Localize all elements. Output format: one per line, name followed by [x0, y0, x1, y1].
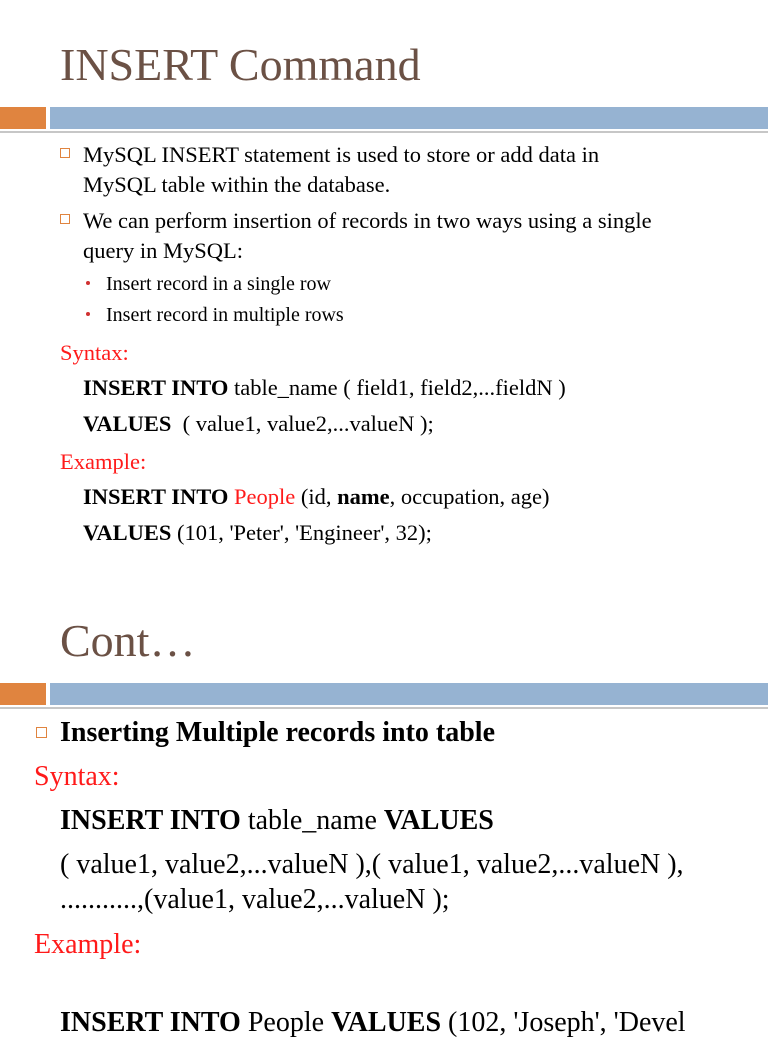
dot-bullet-icon	[86, 312, 90, 316]
accent-orange-block	[0, 107, 46, 129]
keyword: INSERT INTO	[60, 1007, 241, 1038]
bullet-text: MySQL INSERT statement is used to store or add data in	[83, 142, 600, 167]
example-line-1	[83, 484, 550, 510]
syntax-line-1	[83, 375, 566, 401]
accent-blue-band	[50, 683, 768, 705]
bullet-text: MySQL table within the database.	[83, 172, 391, 197]
example-text: (102, 'Joseph', 'Devel	[441, 1007, 686, 1038]
keyword: name	[337, 484, 390, 509]
example-text: (id,	[295, 484, 338, 509]
sub-bullet-text: Insert record in multiple rows	[106, 304, 344, 326]
bullet-text: Inserting Multiple records into table	[60, 717, 496, 748]
syntax-line-2	[83, 411, 434, 437]
slide1-header-bar	[0, 107, 768, 129]
syntax-line-2: ( value1, value2,...valueN ),( value1, value2,...valueN ),	[60, 849, 684, 880]
divider-line	[0, 707, 768, 709]
example-line-2	[83, 520, 432, 546]
syntax-label: Syntax:	[60, 340, 129, 365]
bullet-text: query in MySQL:	[83, 238, 243, 263]
example-label: Example:	[34, 929, 142, 960]
keyword: VALUES	[83, 411, 172, 436]
syntax-line-3: ...........,(value1, value2,...valueN );	[60, 884, 450, 915]
syntax-text: table_name	[240, 805, 384, 836]
keyword: VALUES	[383, 805, 494, 836]
example-label: Example:	[60, 449, 147, 474]
slide2-header-bar	[0, 683, 768, 705]
accent-orange-block	[0, 683, 46, 705]
keyword: INSERT INTO	[83, 375, 229, 400]
syntax-line-1	[60, 805, 494, 837]
keyword: INSERT INTO	[60, 805, 241, 836]
keyword: INSERT INTO	[83, 484, 229, 509]
example-text: , occupation, age)	[389, 484, 550, 509]
keyword: VALUES	[83, 520, 172, 545]
square-bullet-icon	[60, 148, 70, 158]
syntax-text: ( value1, value2,...valueN );	[171, 411, 434, 436]
syntax-text: table_name ( field1, field2,...fieldN )	[228, 375, 566, 400]
slide1-title: INSERT Command	[60, 39, 421, 90]
square-bullet-icon	[36, 727, 47, 738]
dot-bullet-icon	[86, 281, 90, 285]
example-line-1	[60, 1007, 686, 1039]
table-name: People	[233, 484, 296, 509]
table-name: People	[240, 1007, 332, 1038]
syntax-label: Syntax:	[34, 761, 120, 792]
sub-bullet-text: Insert record in a single row	[106, 273, 331, 295]
divider-line	[0, 131, 768, 133]
accent-blue-band	[50, 107, 768, 129]
slide2-title: Cont…	[60, 615, 196, 666]
bullet-text: We can perform insertion of records in two ways using a single	[83, 208, 652, 233]
example-text: (101, 'Peter', 'Engineer', 32);	[171, 520, 432, 545]
keyword: VALUES	[331, 1007, 442, 1038]
square-bullet-icon	[60, 214, 70, 224]
